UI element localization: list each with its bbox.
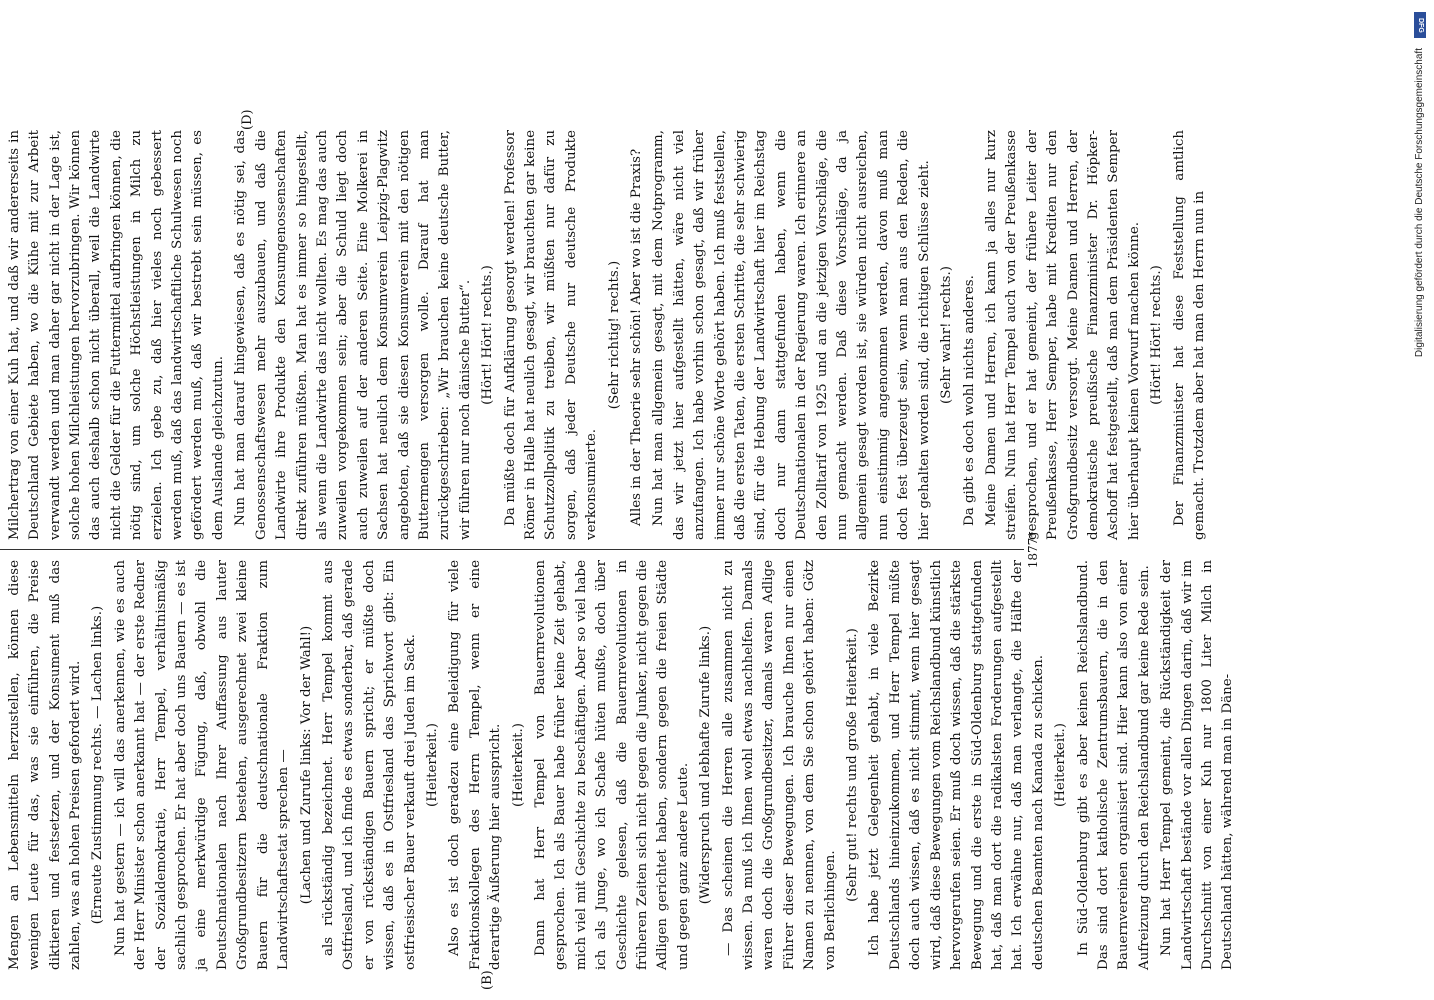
paragraph: (Sehr gut! rechts und große Heiterkeit.) <box>845 628 861 902</box>
paragraph: In Süd-Oldenburg gibt es aber keinen Reichslandbund. Das sind dort katholische Zentrumsbauern, die in den Bauernvereinen organisiert sind. Hier kann also von einer Aufreizung durch den Reichslandbund gar keine Rede sein. <box>1075 560 1152 970</box>
credit-text: Digitalisierung gefördert durch die Deutsche Forschungsgemeinschaft <box>1414 48 1425 358</box>
paragraph: Alles in der Theorie sehr schön! Aber wo ist die Praxis? <box>629 148 644 526</box>
paragraph: Nun hat Herr Tempel gemeint, die Rückständigkeit der Landwirtschaft bestände vor allen Dingen darin, daß wir im Durchschnitt von einer Kuh nur 1800 Liter Milch in Deutschland hätten, während man in Däne- <box>1159 560 1236 970</box>
paragraph: (Erneute Zustimmung rechts. — Lachen links.) <box>90 605 106 925</box>
paragraph: (Hört! Hört! rechts.) <box>480 265 496 405</box>
paragraph: (Lachen und Zurufe links: Vor der Wahl!) <box>298 625 314 905</box>
paragraph: Da gibt es doch wohl nichts anderes. <box>961 275 977 526</box>
paragraph: Nun hat man darauf hingewiesen, daß es nötig sei, das Genossenschaftswesen mehr auszubauen, und daß die Landwirte ihre Produkte den Konsumgenossenschaften direkt zuführen müßten. Man hat es immer so hingestellt, als wenn die Landwirte das nicht wollten. Es mag das auch zuweilen vorgekommen sein; aber die Schuld liegt doch auch zuweilen auf der anderen Seite. Eine Molkerei in Sachsen hat neulich dem Konsumverein Leipzig-Plagwitz angeboten, daß sie diesen Konsumverein mit den nötigen Buttermengen versorgen wolle. Darauf hat man zurückgeschrieben: „Wir brauchen keine deutsche Butter, wir führen nur noch dänische Butter“. <box>233 130 473 540</box>
paragraph: (Hört! Hört! rechts.) <box>1149 265 1165 405</box>
margin-marker-d: (D) <box>240 109 255 130</box>
paragraph: Der Finanzminister hat diese Feststellung amtlich gemacht. Trotzdem aber hat man den Herrn nun in <box>1171 130 1207 540</box>
left-column <box>0 560 1236 970</box>
paragraph: als rückständig bezeichnet. Herr Tempel kommt aus Ostfriesland, und ich finde es etwas sonderbar, daß gerade er von rückständigen Bauern spricht; er müßte doch wissen, daß es in Ostfriesland das Sprichwort gibt: Ein ostfriesischer Bauer verkauft drei Juden im Sack. <box>320 560 418 970</box>
paragraph: Dann hat Herr Tempel von Bauernrevolutionen gesprochen. Ich als Bauer habe früher keine Zeit gehabt, mich viel mit Geschichte zu beschäftigen. Aber so viel habe ich als Junge, wo ich Schafe hüten mußte, doch über Geschichte gelesen, daß die Bauernrevolutionen in früheren Zeiten sich nicht gegen die Junker, nicht gegen die Adligen gerichtet haben, sondern gegen die freien Städte und gegen ganz andere Leute. <box>532 560 691 970</box>
column-divider <box>0 549 1024 550</box>
paragraph: Also es ist doch geradezu eine Beleidigung für viele Fraktionskollegen des Herrn Tempel, wenn er eine derartige Äußerung hier ausspricht. <box>447 560 504 970</box>
paragraph: Ich habe jetzt Gelegenheit gehabt, in viele Bezirke Deutschlands hineinzukommen, und Herr Tempel müßte doch auch wissen, daß es nicht stimmt, wenn hier gesagt wird, daß diese Bewegungen vom Reichslandbund künstlich hervorgerufen seien. Er muß doch wissen, daß die stärkste Bewegung und die erste in Süd-Oldenburg stattgefunden hat, daß man dort die radikalsten Forderungen aufgestellt hat. Ich erwähne nur, daß man verlangte, die Hälfte der deutschen Beamten nach Kanada zu schicken. <box>867 560 1046 970</box>
paragraph: — Das scheinen die Herren alle zusammen nicht zu wissen. Da muß ich Ihnen wohl etwas nachhelfen. Damals waren doch die Großgrundbesitzer, damals waren Adlige Führer dieser Bewegungen. Ich brauche Ihnen nur einen Namen zu nennen, von dem Sie schon gehört haben: Götz von Berlichingen. <box>720 560 838 970</box>
margin-marker-b: (B) <box>480 970 495 990</box>
paragraph: Nun hat man allgemein gesagt, mit dem Notprogramm, das wir jetzt hier aufgestellt hätten, wäre nicht viel anzufangen. Ich habe vorhin schon gesagt, daß wir früher immer nur schöne Worte gehört haben. Ich muß feststellen, daß die ersten Taten, die ersten Schritte, die sehr schwierig sind, für die Hebung der Landwirtschaft hier im Reichstag doch nur dann stattgefunden haben, wenn die Deutschnationalen in der Regierung waren. Ich erinnere an den Zolltarif von 1925 und an die jetzigen Vorschläge, die nun gemacht werden. Daß diese Vorschläge, da ja allgemein gesagt worden ist, sie würden nicht ausreichen, nun einstimmig angenommen werden, davon muß man doch fest überzeugt sein, wenn man aus den Reden, die hier gehalten worden sind, die richtigen Schlüsse zieht. <box>651 130 932 540</box>
paragraph: Meine Damen und Herren, ich kann ja alles nur kurz streifen. Nun hat Herr Tempel auch von der Preußenkasse gesprochen, und er hat gemeint, der frühere Leiter der Preußenkasse, Herr Semper, habe mit Krediten nur den Großgrundbesitz versorgt. Meine Damen und Herren, der demokratische preußische Finanzminister Dr. Höpker-Aschoff hat festgestellt, daß man dem Präsidenten Semper hier überhaupt keinen Vorwurf machen könne. <box>983 130 1142 540</box>
paragraph: (Sehr richtig! rechts.) <box>606 260 622 410</box>
paragraph: Da müßte doch für Aufklärung gesorgt werden! Professor Römer in Halle hat neulich gesagt, wir brauchten gar keine Schutzzollpolitik zu treiben, wir müßten nur dafür zu sorgen, daß jeder Deutsche nur deutsche Produkte verkonsumierte. <box>502 130 600 540</box>
paragraph: Mengen an Lebensmitteln herzustellen, können diese wenigen Leute für das, was sie einführen, die Preise diktieren und festsetzen, und der Konsument muß das zahlen, was an hohen Preisen gefordert wird. <box>6 560 84 970</box>
paragraph: (Heiterkeit.) <box>424 723 440 807</box>
signature-mark: 1877* <box>1026 531 1040 569</box>
digitization-credit <box>1409 8 1431 993</box>
paragraph: (Heiterkeit.) <box>1053 723 1069 807</box>
dfg-logo: DFG <box>1414 12 1426 38</box>
paragraph: (Sehr wahr! rechts.) <box>939 266 955 404</box>
paragraph: Nun hat gestern — ich will das anerkennen, wie es auch der Herr Minister schon anerkannt hat — der erste Redner der Sozialdemokratie, Herr Tempel, verhältnismäßig sachlich gesprochen. Er hat aber doch uns Bauern — es ist ja eine merkwürdige Fügung, daß, obwohl die Deutschnationalen nach Ihrer Auffassung aus lauter Großgrundbesitzern bestehen, ausgerechnet zwei kleine Bauern für die deutschnationale Fraktion zum Landwirtschaftsetat sprechen — <box>112 560 292 970</box>
right-column <box>0 130 1207 540</box>
rotated-page <box>0 109 1236 990</box>
paragraph: (Widerspruch und lebhafte Zurufe links.) <box>698 625 714 905</box>
paragraph: (Heiterkeit.) <box>510 723 526 807</box>
paragraph: Milchertrag von einer Kuh hat, und daß wir andererseits in Deutschland Gebiete haben, wo die Kühe mit zur Arbeit verwandt werden und man daher gar nicht in der Lage ist, solche hohen Milchleistungen hervorzubringen. Wir können das auch deshalb schon nicht überall, weil die Landwirte nicht die Gelder für die Futtermittel aufbringen können, die nötig sind, um solche Höchstleistungen in Milch zu erzielen. Ich gebe zu, daß hier vieles noch gebessert werden muß, daß das landwirtschaftliche Schulwesen noch gefördert werden muß, daß wir bestrebt sein müssen, es dem Auslande gleichzutun. <box>6 130 226 540</box>
